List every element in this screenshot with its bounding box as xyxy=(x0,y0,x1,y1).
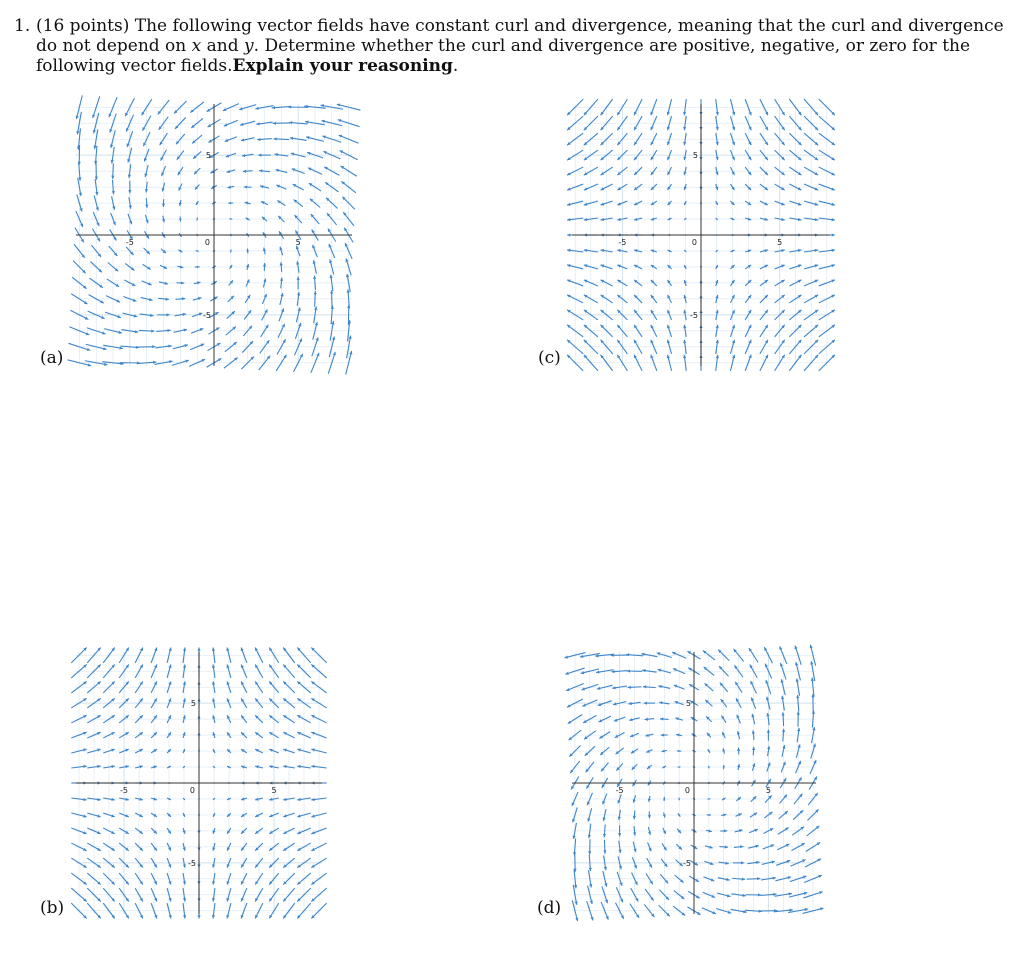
vector-arrowhead xyxy=(618,833,621,836)
text-end: . xyxy=(452,56,459,76)
tick-label-y-neg: -5 xyxy=(188,858,196,868)
vector-arrowhead xyxy=(102,331,106,334)
tick-label-y-neg: -5 xyxy=(683,858,691,868)
vector-arrowhead xyxy=(781,712,784,715)
vector-arrowhead xyxy=(274,137,277,140)
tick-label-x-neg: -5 xyxy=(120,786,128,795)
plot-label-a: (a) xyxy=(40,348,64,368)
tick-label-x-neg: -5 xyxy=(615,786,624,795)
vector-arrowhead xyxy=(797,711,800,714)
vector-arrowhead xyxy=(243,170,246,173)
tick-label-x-neg: -5 xyxy=(125,238,134,247)
vector-field-plot-b xyxy=(76,652,322,914)
tick-label-x-pos: 5 xyxy=(271,786,277,795)
text-after: . Determine whether the curl and divergence are positive, negative, or zero for the following vector fields. xyxy=(36,36,971,76)
math-var-y: y xyxy=(244,36,254,56)
vector-arrowhead xyxy=(644,702,647,705)
vector-arrowhead xyxy=(152,345,155,348)
vector-arrowhead xyxy=(628,686,631,689)
vector-arrowhead xyxy=(244,185,247,188)
vector-field-plot-c xyxy=(572,104,830,366)
vector-arrowhead xyxy=(709,814,711,816)
vector-arrowhead xyxy=(643,685,646,688)
tick-label-y-pos: 5 xyxy=(190,699,196,709)
vector-arrowhead xyxy=(78,177,81,180)
vector-arrowhead xyxy=(567,233,570,236)
vector-arrowhead xyxy=(660,717,663,720)
vector-arrowhead xyxy=(228,202,231,205)
text-and: and xyxy=(201,36,245,56)
vector-arrowhead xyxy=(605,900,608,904)
vector-arrowhead xyxy=(111,176,114,179)
vector-arrowhead xyxy=(78,162,81,165)
vector-arrowhead xyxy=(109,129,112,133)
vector-arrowhead xyxy=(128,190,131,193)
problem-text xyxy=(36,16,1014,76)
vector-arrowhead xyxy=(588,851,591,854)
vector-arrowhead xyxy=(582,687,586,690)
tick-label-origin: 0 xyxy=(189,786,195,795)
tick-label-origin: 0 xyxy=(204,238,210,247)
text-before: (16 points) The following vector fields have constant curl and divergence, meaning that the curl and divergence do not depend on xyxy=(36,16,1004,56)
vector-arrowhead xyxy=(153,361,156,364)
math-var-x: x xyxy=(191,36,202,56)
vector-arrowhead xyxy=(627,669,630,672)
vector-arrowhead xyxy=(127,144,130,148)
vector-arrowhead xyxy=(197,266,200,269)
vector-arrowhead xyxy=(258,154,261,157)
vector-arrowhead xyxy=(725,845,728,848)
vector-arrowhead xyxy=(737,748,740,751)
vector-arrowhead xyxy=(182,297,185,300)
vector-arrowhead xyxy=(272,106,275,109)
vector-arrowhead xyxy=(179,219,182,222)
vector-arrowhead xyxy=(288,105,291,108)
vector-arrowhead xyxy=(181,281,184,284)
vector-field-plot-d xyxy=(572,652,816,914)
vector-arrowhead xyxy=(298,323,301,327)
vector-arrowhead xyxy=(197,648,200,651)
vector-arrowhead xyxy=(677,750,679,752)
vector-arrowhead xyxy=(280,262,283,265)
problem-number: 1. xyxy=(14,16,31,36)
vector-arrowhead xyxy=(167,313,170,316)
vector-arrowhead xyxy=(316,337,319,341)
problem-statement xyxy=(14,16,1014,76)
vector-arrowhead xyxy=(167,329,170,332)
vector-arrowhead xyxy=(723,765,725,767)
tick-label-y-neg: -5 xyxy=(690,310,698,320)
vector-arrowhead xyxy=(94,161,97,164)
vector-arrowhead xyxy=(307,152,311,155)
vector-arrowhead xyxy=(803,876,807,879)
tick-label-y-pos: 5 xyxy=(205,151,211,161)
tick-label-x-neg: -5 xyxy=(618,238,627,247)
vector-arrowhead xyxy=(780,663,783,667)
vector-arrowhead xyxy=(112,191,115,194)
vector-arrowhead xyxy=(573,852,576,855)
tick-label-y-pos: 5 xyxy=(692,151,698,161)
plot-label-c: (c) xyxy=(538,348,561,368)
vector-arrowhead xyxy=(832,233,835,236)
vector-arrowhead xyxy=(117,315,121,318)
tick-label-origin: 0 xyxy=(684,786,690,795)
vector-arrowhead xyxy=(752,747,755,750)
vector-arrowhead xyxy=(263,263,266,266)
explain-reasoning: Explain your reasoning xyxy=(232,56,453,76)
vector-arrowhead xyxy=(151,329,154,332)
vector-arrowhead xyxy=(603,850,606,853)
vector-arrowhead xyxy=(741,861,744,864)
vector-arrowhead xyxy=(661,733,664,736)
tick-label-y-neg: -5 xyxy=(203,310,211,320)
vector-arrowhead xyxy=(197,915,200,918)
vector-arrowhead xyxy=(246,249,249,252)
plot-label-b: (b) xyxy=(40,898,65,918)
vector-arrowhead xyxy=(289,121,292,124)
vector-arrowhead xyxy=(313,276,316,279)
tick-label-x-pos: 5 xyxy=(777,238,783,247)
vector-arrowhead xyxy=(589,868,592,871)
tick-label-y-pos: 5 xyxy=(685,699,691,709)
tick-label-x-pos: 5 xyxy=(295,238,301,247)
vector-arrowhead xyxy=(757,877,760,880)
vector-arrowhead xyxy=(724,829,727,832)
vector-field-plot-a xyxy=(76,104,352,366)
vector-arrowhead xyxy=(633,816,636,819)
vector-arrowhead xyxy=(257,138,260,141)
vector-arrowhead xyxy=(347,289,350,292)
vector-arrowhead xyxy=(796,695,799,698)
vector-arrowhead xyxy=(767,730,770,733)
vector-arrowhead xyxy=(603,834,606,837)
vector-arrowhead xyxy=(297,277,300,280)
vector-arrowhead xyxy=(145,205,148,208)
tick-label-x-pos: 5 xyxy=(765,786,771,795)
plot-label-d: (d) xyxy=(537,898,562,918)
vector-arrowhead xyxy=(782,729,785,732)
vector-arrowhead xyxy=(663,799,665,801)
vector-arrowhead xyxy=(322,135,326,138)
tick-label-origin: 0 xyxy=(691,238,697,247)
vector-arrowhead xyxy=(648,815,651,818)
vector-arrowhead xyxy=(626,653,629,656)
vector-arrowhead xyxy=(314,291,317,294)
vector-arrowhead xyxy=(273,122,276,125)
vector-arrowhead xyxy=(162,204,165,207)
vector-arrowhead xyxy=(742,878,745,881)
